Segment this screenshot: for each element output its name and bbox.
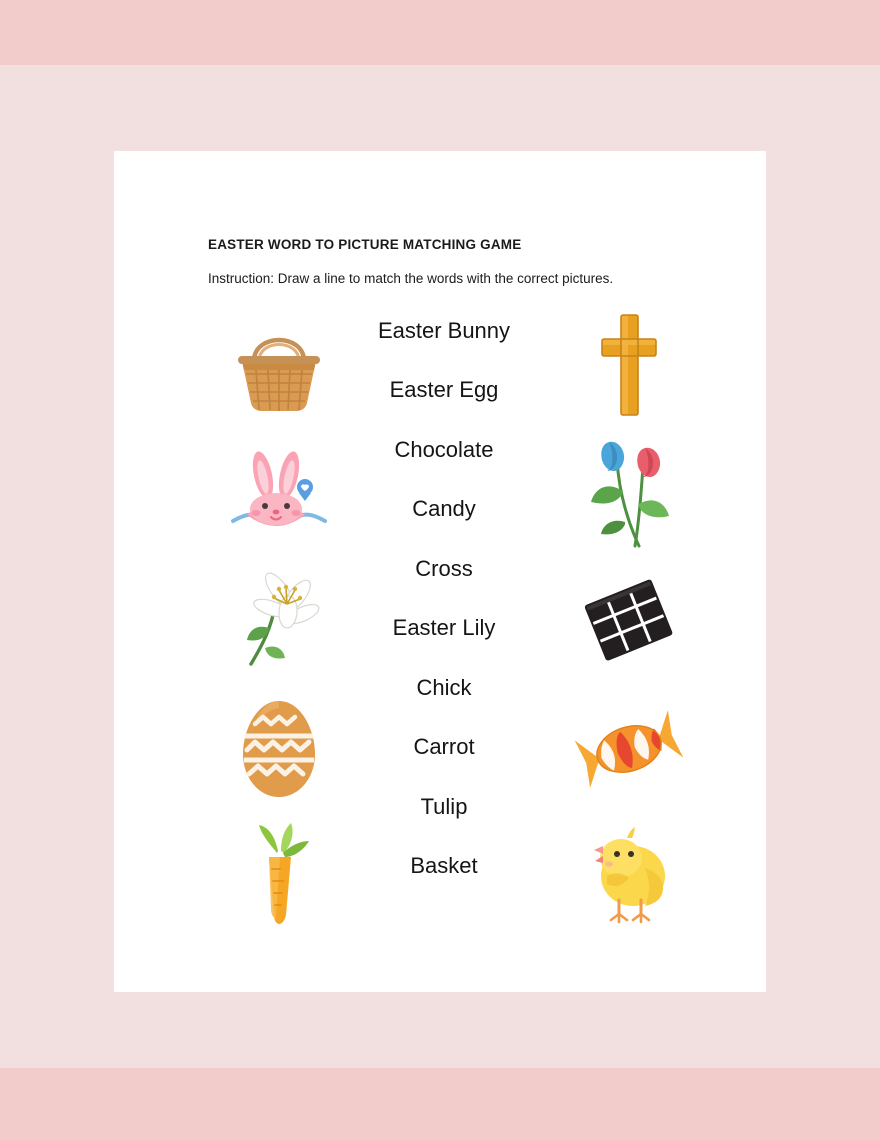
word-list-column [344,301,544,896]
instruction-text: Instruction: Draw a line to match the words with the correct pictures. [208,271,614,286]
picture-slot[interactable] [194,685,364,813]
picture-slot[interactable] [544,813,714,941]
cross-icon [599,313,659,417]
carrot-icon [241,823,317,931]
word-item[interactable]: Chick [416,674,472,700]
worksheet-page [114,151,766,992]
word-item[interactable]: Basket [410,853,478,879]
lily-icon [227,566,331,676]
chick-icon [581,824,677,930]
right-picture-column [544,301,714,941]
candy-icon [574,706,684,792]
easter-egg-icon [239,698,319,800]
matching-columns [114,301,766,941]
picture-slot[interactable] [194,557,364,685]
word-item[interactable]: Candy [412,496,476,522]
picture-slot[interactable] [544,429,714,557]
left-picture-column [194,301,364,941]
top-decorative-band [0,0,880,65]
picture-slot[interactable] [194,813,364,941]
basket-icon [236,317,322,413]
word-item[interactable]: Carrot [413,734,475,760]
word-item[interactable]: Easter Egg [389,377,499,403]
bottom-decorative-band [0,1068,880,1140]
word-item[interactable]: Tulip [420,793,468,819]
chocolate-icon [580,575,678,667]
word-item[interactable]: Cross [415,555,473,581]
word-item[interactable]: Chocolate [394,436,494,462]
tulip-icon [583,434,675,552]
picture-slot[interactable] [194,429,364,557]
word-item[interactable]: Easter Bunny [377,317,511,343]
page-title: EASTER WORD TO PICTURE MATCHING GAME [208,237,522,252]
bunny-icon [227,443,331,543]
word-item[interactable]: Easter Lily [392,615,496,641]
picture-slot[interactable] [544,557,714,685]
picture-slot[interactable] [544,301,714,429]
picture-slot[interactable] [544,685,714,813]
picture-slot[interactable] [194,301,364,429]
